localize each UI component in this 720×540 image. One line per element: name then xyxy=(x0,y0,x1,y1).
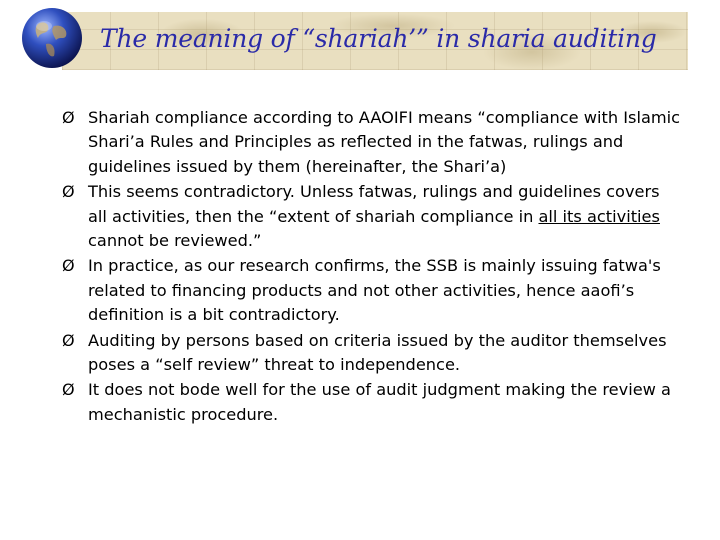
underlined-text: all its activities xyxy=(538,206,660,226)
arrow-bullet-icon: Ø xyxy=(62,256,75,276)
bullet-text: This seems contradictory. Unless fatwas, rulings and guidelines covers all activities, then the “extent of shariah compliance in xyxy=(88,182,660,226)
bullet-item xyxy=(62,378,682,427)
slide-header xyxy=(0,0,720,78)
bullet-text: Shariah compliance according to AAOIFI means “compliance with Islamic Shari’a Rules and Principles as reflected in the fatwas, rulings and guidelines issued by them (hereinafter, the Shari’a) xyxy=(88,108,681,176)
arrow-bullet-icon: Ø xyxy=(62,380,75,400)
slide-title: The meaning of “shariah’” in sharia auditing xyxy=(100,24,657,53)
bullet-item xyxy=(62,254,682,327)
bullet-text: In practice, as our research confirms, the SSB is mainly issuing fatwa's related to financing products and not other activities, hence aaofi’s definition is a bit contradictory. xyxy=(88,256,661,325)
bullet-text-end: cannot be reviewed.” xyxy=(88,231,262,251)
bullet-text: Auditing by persons based on criteria issued by the auditor themselves poses a “self review” threat to independence. xyxy=(88,330,667,375)
arrow-bullet-icon: Ø xyxy=(62,330,75,350)
bullet-list xyxy=(62,106,682,428)
arrow-bullet-icon: Ø xyxy=(62,182,75,202)
globe-icon xyxy=(20,6,84,70)
bullet-text: It does not bode well for the use of audit judgment making the review a mechanistic procedure. xyxy=(88,380,671,424)
bullet-item xyxy=(62,329,682,378)
bullet-item xyxy=(62,106,682,179)
arrow-bullet-icon: Ø xyxy=(62,108,75,127)
bullet-item xyxy=(62,180,682,253)
